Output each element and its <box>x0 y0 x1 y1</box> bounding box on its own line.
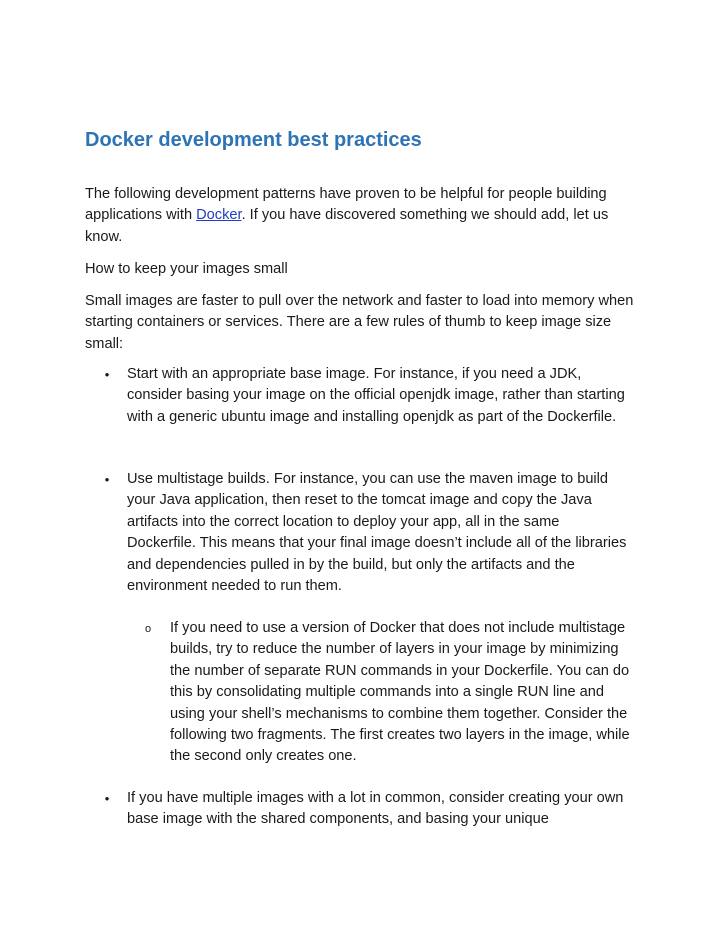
docker-link[interactable]: Docker <box>196 207 242 224</box>
list-item-multistage-builds: Use multistage builds. For instance, you can use the maven image to build your Java application, then reset to the tomcat image and copy the Java artifacts into the correct location to deploy your app, all in the same Dockerfile. This means that your final image doesn’t include all of the libraries and dependencies pulled in by the build, but only the artifacts and the environment needed to run them. <box>127 471 627 595</box>
page-title: Docker development best practices <box>85 129 422 151</box>
list-item-base-image: Start with an appropriate base image. For instance, if you need a JDK, consider basing your image on the official openjdk image, rather than starting with a generic ubuntu image and installing openjdk as part of the Dockerfile. <box>127 366 625 425</box>
intro-paragraph <box>85 184 645 248</box>
bullet-marker: • <box>104 367 110 382</box>
section-intro: Small images are faster to pull over the network and faster to load into memory when starting containers or services. There are a few rules of thumb to keep image size small: <box>85 293 634 352</box>
section-heading: How to keep your images small <box>85 261 288 277</box>
bullet-marker: • <box>104 472 110 487</box>
intro-text-before-link: The following development patterns have proven to be helpful for people building applications with <box>85 186 607 224</box>
bullet-marker: • <box>104 791 110 806</box>
list-item-shared-base-image: If you have multiple images with a lot in common, consider creating your own base image with the shared components, and basing your unique <box>127 790 624 828</box>
sub-bullet-marker: o <box>144 623 152 635</box>
sub-list-item-reduce-layers: If you need to use a version of Docker that does not include multistage builds, try to reduce the number of layers in your image by minimizing the number of separate RUN commands in your Dockerfile. You can do this by consolidating multiple commands into a single RUN line and using your shell’s mechanisms to combine them together. Consider the following two fragments. The first creates two layers in the image, while the second only creates one. <box>170 620 630 765</box>
intro-text-after-link: . If you have discovered something we should add, let us know. <box>85 207 609 245</box>
